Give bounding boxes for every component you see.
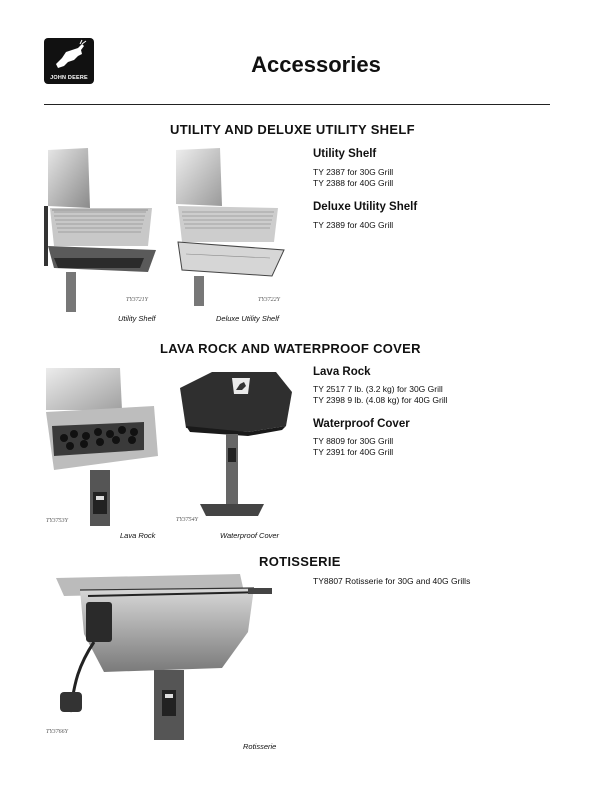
section-heading-shelf: UTILITY AND DELUXE UTILITY SHELF bbox=[170, 122, 415, 137]
photo-caption: Deluxe Utility Shelf bbox=[216, 314, 279, 323]
lava-rock-photo bbox=[44, 366, 164, 526]
photo-code: TY3754Y bbox=[176, 517, 199, 523]
product-line: TY8807 Rotisserie for 30G and 40G Grills bbox=[313, 576, 471, 586]
photo-caption: Lava Rock bbox=[120, 531, 156, 540]
product-line: TY 2387 for 30G Grill bbox=[313, 167, 394, 177]
deluxe-utility-shelf-photo bbox=[174, 146, 292, 306]
photo-caption: Utility Shelf bbox=[118, 314, 156, 323]
photo-code: TY3753Y bbox=[46, 518, 69, 524]
photo-code: TY3722Y bbox=[258, 297, 281, 303]
product-line: TY 2398 9 lb. (4.08 kg) for 40G Grill bbox=[313, 395, 448, 405]
product-line: TY 2389 for 40G Grill bbox=[313, 220, 394, 230]
section-heading-lava: LAVA ROCK AND WATERPROOF COVER bbox=[160, 341, 421, 356]
product-name: Deluxe Utility Shelf bbox=[313, 201, 418, 213]
product-name: Utility Shelf bbox=[313, 148, 377, 160]
utility-shelf-photo bbox=[44, 146, 164, 314]
section-heading-rotisserie: ROTISSERIE bbox=[259, 554, 341, 569]
product-name: Waterproof Cover bbox=[313, 418, 410, 430]
product-line: TY 2388 for 40G Grill bbox=[313, 178, 394, 188]
page-title: Accessories bbox=[251, 52, 381, 77]
product-line: TY 2517 7 lb. (3.2 kg) for 30G Grill bbox=[313, 384, 443, 394]
product-line: TY 2391 for 40G Grill bbox=[313, 447, 394, 457]
photo-code: TY3766Y bbox=[46, 729, 69, 735]
rotisserie-photo bbox=[44, 572, 280, 740]
photo-code: TY3721Y bbox=[126, 297, 149, 303]
photo-caption: Waterproof Cover bbox=[220, 531, 280, 540]
waterproof-cover-photo bbox=[172, 368, 298, 524]
header-divider bbox=[44, 104, 550, 105]
photo-caption: Rotisserie bbox=[243, 742, 277, 751]
logo-text: JOHN DEERE bbox=[50, 75, 88, 81]
product-line: TY 8809 for 30G Grill bbox=[313, 436, 394, 446]
product-name: Lava Rock bbox=[313, 366, 371, 378]
